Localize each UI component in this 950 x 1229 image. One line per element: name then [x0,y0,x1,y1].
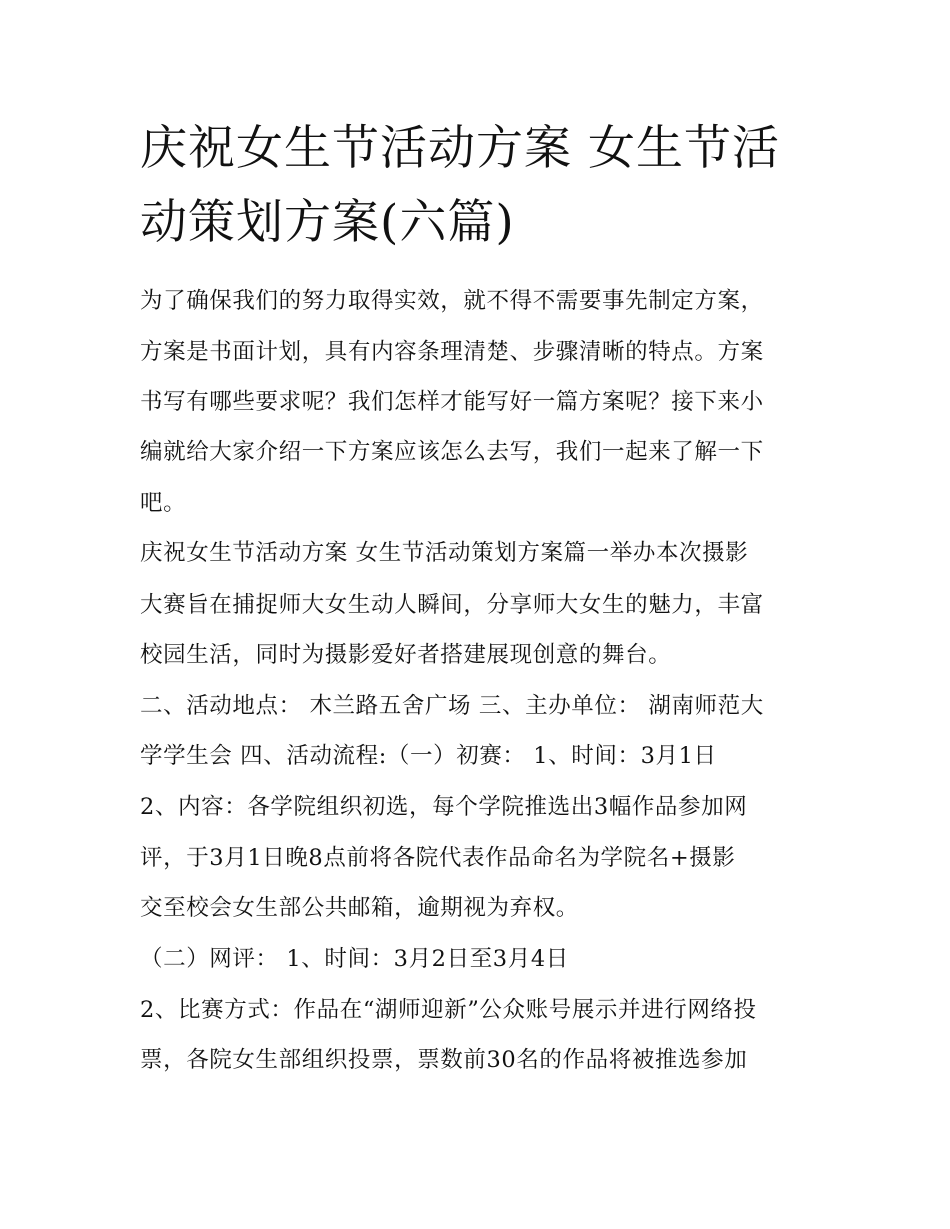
preliminary-content-line-1: 2、内容：各学院组织初选，每个学院推选出3幅作品参加网 [140,794,748,820]
section-one-line-2: 大赛旨在捕捉师大女生动人瞬间，分享师大女生的魅力，丰富 [140,592,764,618]
preliminary-content-line-3: 交至校会女生部公共邮箱，逾期视为弃权。 [140,895,579,921]
intro-line-1: 为了确保我们的努力取得实效，就不得不需要事先制定方案， [140,288,764,314]
preliminary-content-line-2: 评，于3月1日晚8点前将各院代表作品命名为学院名+摄影 [140,845,736,871]
title-line-2: 动策划方案(六篇) [140,195,515,250]
activity-info-line-1: 二、活动地点： 木兰路五舍广场 三、主办单位： 湖南师范大 [140,693,764,719]
intro-line-5: 吧。 [140,490,187,516]
competition-method-line-1: 2、比赛方式：作品在“湖师迎新”公众账号展示并进行网络投 [140,997,757,1023]
title-line-1: 庆祝女生节活动方案 女生节活 [140,121,780,176]
online-review-line: （二）网评： 1、时间：3月2日至3月4日 [140,946,569,972]
section-one-line-1: 庆祝女生节活动方案 女生节活动策划方案篇一举办本次摄影 [140,540,749,566]
intro-line-2: 方案是书面计划，具有内容条理清楚、步骤清晰的特点。方案 [140,339,764,365]
competition-method-line-2: 票，各院女生部组织投票，票数前30名的作品将被推选参加 [140,1047,748,1073]
intro-line-3: 书写有哪些要求呢？我们怎样才能写好一篇方案呢？接下来小 [140,389,764,415]
document-title [140,112,820,260]
section-one-line-3: 校园生活，同时为摄影爱好者搭建展现创意的舞台。 [140,642,672,668]
activity-info-line-2: 学学生会 四、活动流程:（一）初赛： 1、时间：3月1日 [140,743,717,769]
intro-line-4: 编就给大家介绍一下方案应该怎么去写，我们一起来了解一下 [140,439,764,465]
